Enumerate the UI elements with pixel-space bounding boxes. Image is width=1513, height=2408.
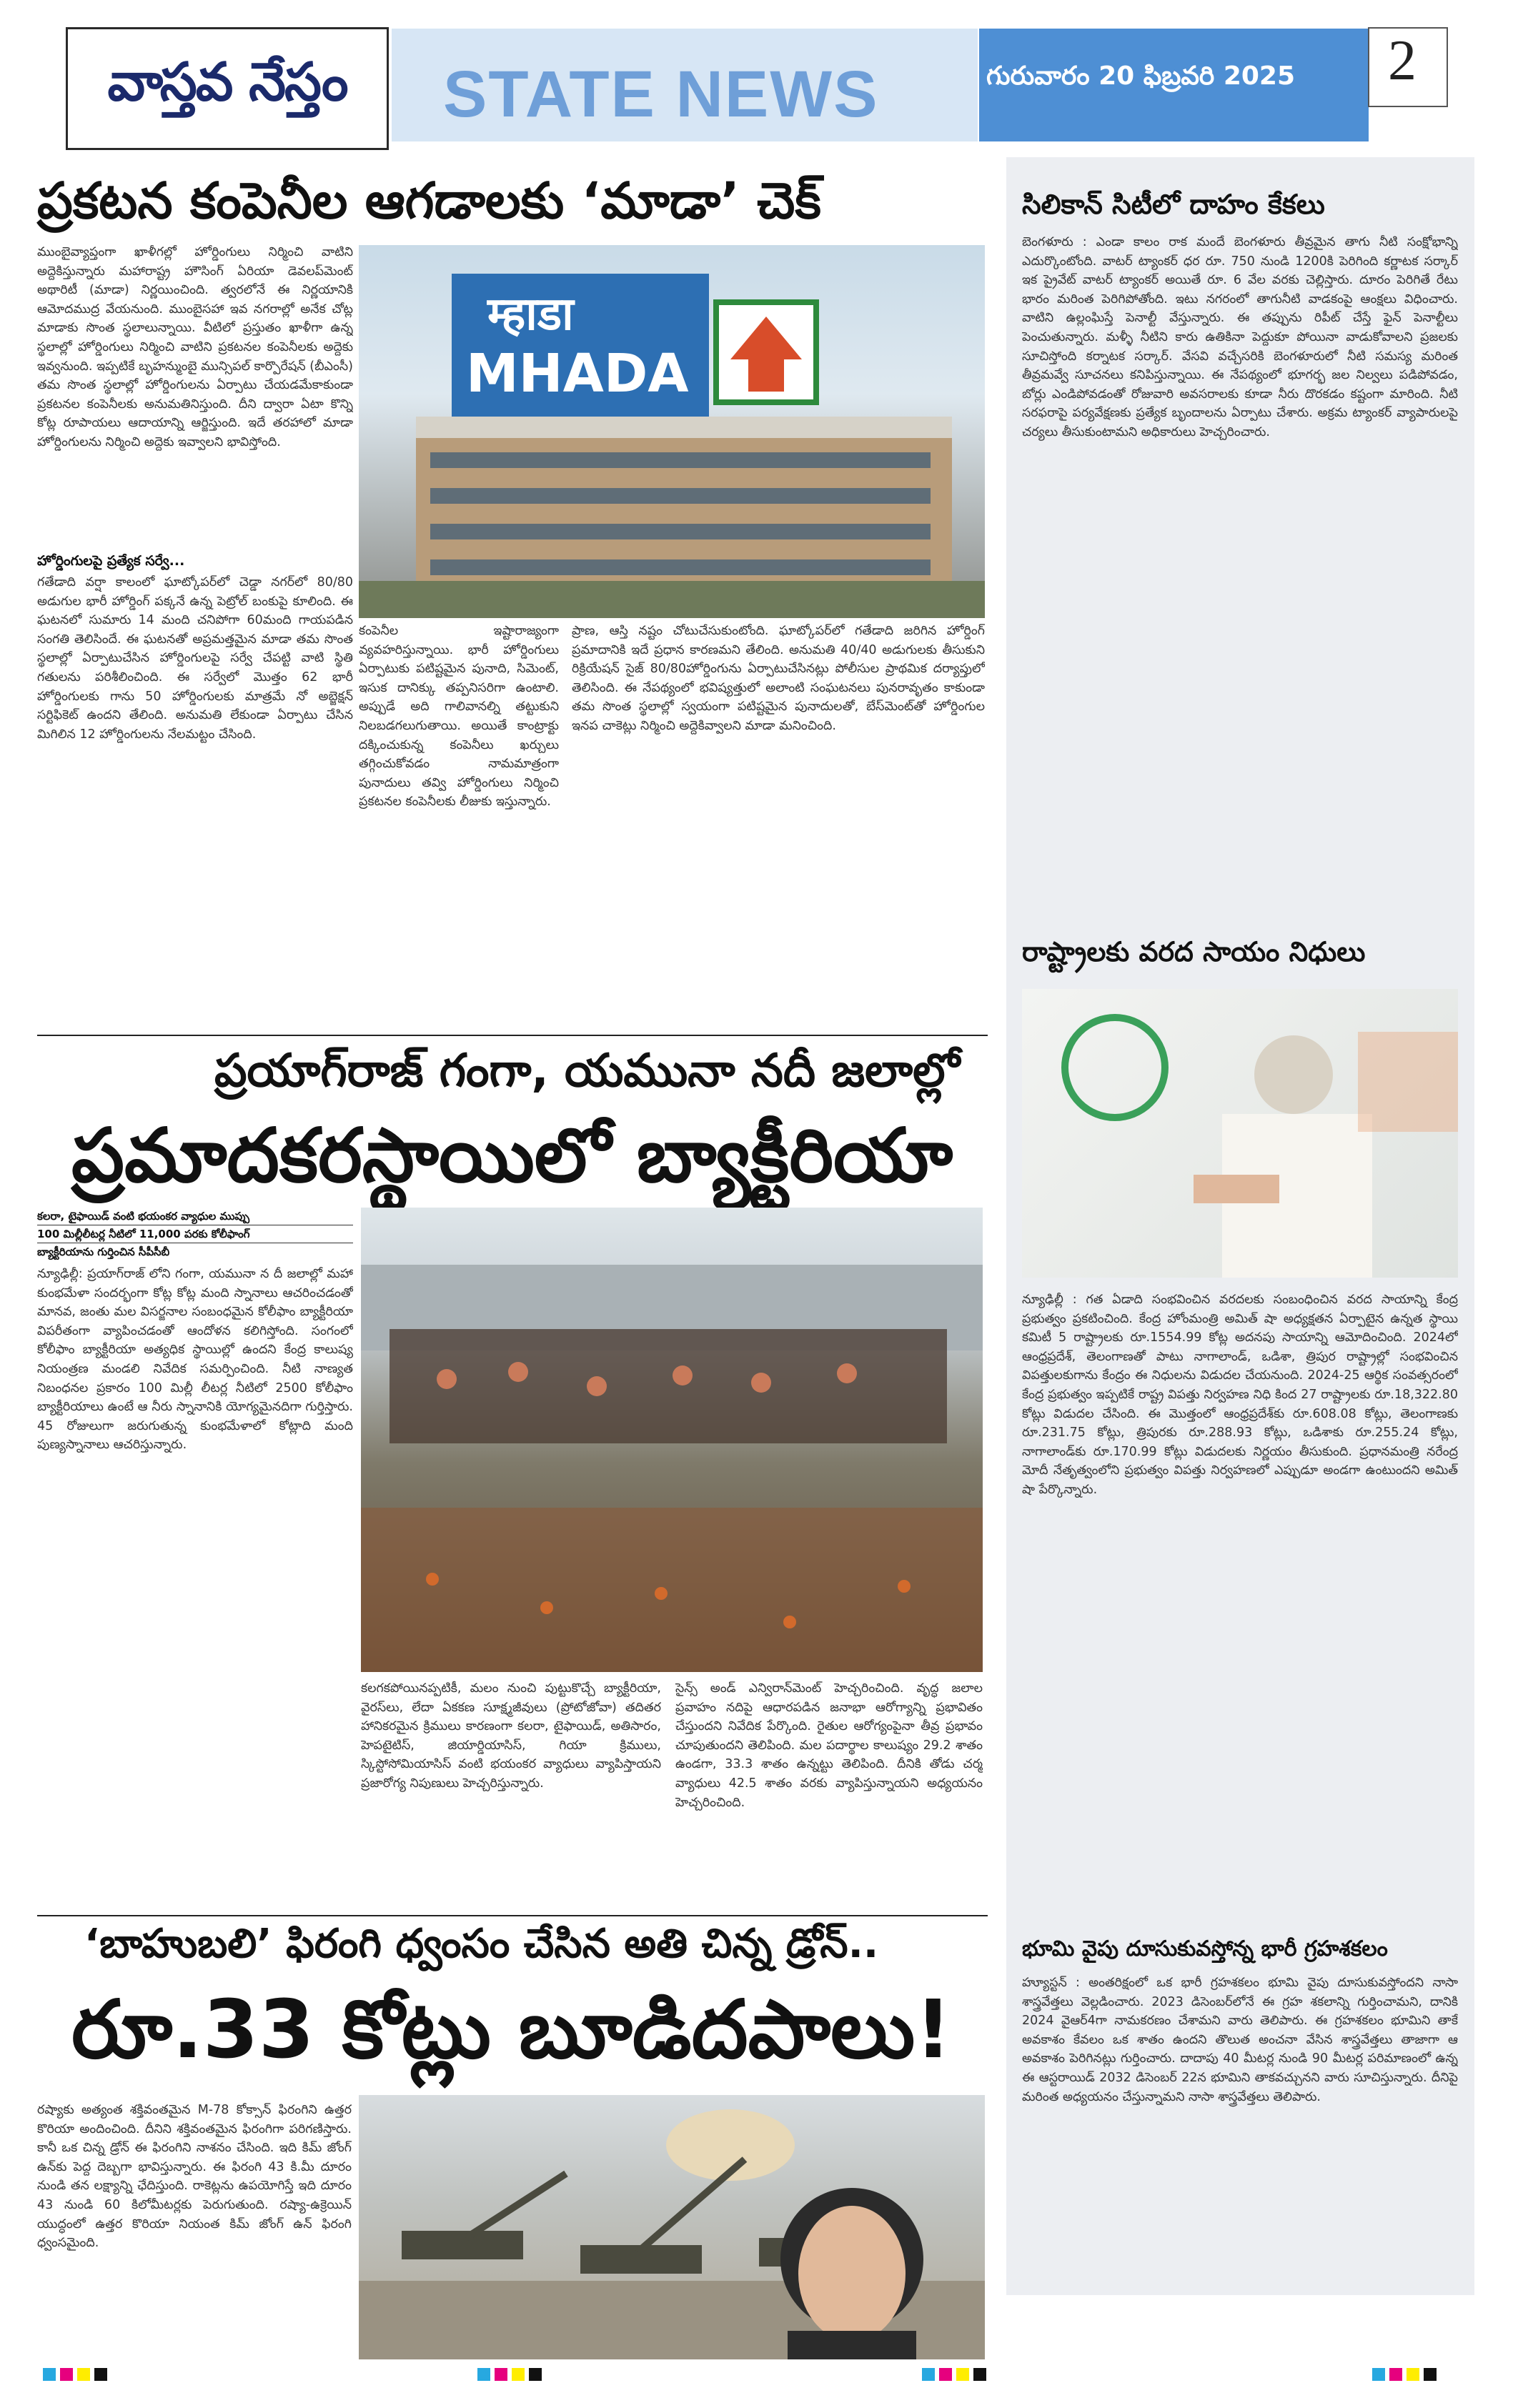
story2-col2: కలగకపోయినప్పటికీ, మలం నుంచి పుట్టుకొచ్చే బ్యాక్టీరియా, వైరస్‌లు, లేదా ఏకకణ సూక్ష్మజీవులు (ప్రోటోజోవా) తదితర హానికరమైన క్రిములు కారణంగా కలరా, టైఫాయిడ్, అతిసారం, హెపటైటిస్, జియార్డియాసిస్, గియా క్రిములు, స్కిస్టోసోమియాసిస్ వంటి భయంకర వ్యాధులు వ్యాపిస్తాయని ప్రజారోగ్య నిపుణులు హెచ్చరిస్తున్నారు. bbox=[361, 1681, 661, 1791]
story3-kicker: ‘బాహుబలి’ ఫిరంగి ధ్వంసం చేసిన అతి చిన్న డ్రోన్.. bbox=[84, 1921, 879, 1967]
sidebar-story3-text: హ్యూస్టన్ : అంతరిక్షంలో ఒక భారీ గ్రహశకలం భూమి వైపు దూసుకువస్తోందని నాసా శాస్త్రవేత్తలు వెల్లడించారు. 2023 డిసెంబర్‌లోనే ఈ గ్రహ శకలాన్ని గుర్తించామని, దానికి 2024 వైఆర్4గా నామకరణం చేశామని వారు తెలిపారు. ఈ గ్రహశకలం భూమిని తాకే అవకాశం కేవలం ఒక శాతం ఉందని తొలుత అంచనా వేసిన శాస్త్రవేత్తలు తాజాగా ఆ అవకాశం పెరిగినట్లు గుర్తించారు. దాదాపు 40 మీటర్ల నుండి 90 మీటర్ల పరిమాణంలో ఉన్న ఈ ఆస్టరాయిడ్ 2032 డిసెంబర్ 22న భూమిని తాకవచ్చునని వారు సూచిస్తున్నారు. దీనిపై మరింత అధ్యయనం చేస్తున్నామని నాసా శాస్త్రవేత్తలు తెలిపారు. bbox=[1022, 1976, 1458, 2104]
amit-shah-photo bbox=[1022, 989, 1458, 1278]
logo-text: వాస్తవ నేస్తం bbox=[107, 51, 347, 113]
story2-col3: సైన్స్ అండ్ ఎన్విరాన్‌మెంట్ హెచ్చరించింది. వృద్ధ జలాల ప్రవాహం నదిపై ఆధారపడిన జనాభా ఆరోగ్యాన్ని ప్రభావితం చేస్తుందని నివేదిక పేర్కొంది. రైతుల ఆరోగ్యంపైనా తీవ్ర ప్రభావం చూపుతుందని తెలిపింది. మల పదార్థాల కాలుష్యం 29.2 శాతం ఉండగా, 33.3 శాతం ఉన్నట్టు తెలిపింది. దీనికి తోడు చర్మ వ్యాధులు 42.5 శాతం వరకు వ్యాపిస్తున్నాయని అధ్యయనం హెచ్చరించింది. bbox=[675, 1681, 983, 1810]
sidebar-story2-text: న్యూఢిల్లీ : గత ఏడాది సంభవించిన వరదలకు సంబంధించిన వరద సాయాన్ని కేంద్ర ప్రభుత్వం ప్రకటించింది. కేంద్ర హోంమంత్రి అమిత్ షా అధ్యక్షతన ఏర్పాటైన ఉన్నత స్థాయి కమిటీ 5 రాష్ట్రాలకు రూ.1554.99 కోట్ల అదనపు సాయాన్ని ఆమోదించింది. 2024లో ఆంధ్రప్రదేశ్, తెలంగాణతో పాటు నాగాలాండ్, ఒడిశా, త్రిపుర రాష్ట్రాల్లో సంభవించిన విపత్తులకుగాను కేంద్రం ఈ నిధులను విడుదల చేయనుంది. 2024-25 ఆర్థిక సంవత్సరంలో కేంద్ర ప్రభుత్వం ఇప్పటికే రాష్ట్ర విపత్తు నిర్వహణ నిధి కింద 27 రాష్ట్రాలకు రూ.18,322.80 కోట్లు విడుదల చేసింది. ఈ మొత్తంలో ఆంధ్రప్రదేశ్‌కు రూ.608.08 కోట్లు, తెలంగాణకు రూ.231.75 కోట్లు, త్రిపురకు రూ.288.93 కోట్లు, ఒడిశాకు రూ.255.24 కోట్లు, నాగాలాండ్‌కు రూ.170.99 కోట్లు విడుదలకు నిర్ణయం తీసుకుంది. ప్రధానమంత్రి నరేంద్ర మోదీ నేతృత్వంలోని ప్రభుత్వం విపత్తు నిర్వహణలో ఎప్పుడూ అండగా ఉంటుందని అమిత్ షా పేర్కొన్నారు. bbox=[1022, 1293, 1458, 1497]
artillery-photo bbox=[359, 2095, 985, 2359]
story1-headline: ప్రకటన కంపెనీల ఆగడాలకు ‘మాడా’ చెక్ bbox=[37, 171, 821, 230]
story3-col1: రష్యాకు అత్యంత శక్తివంతమైన M-78 కోక్సాన్ ఫిరంగిని ఉత్తర కొరియా అందించింది. దీనిని శక్తివంతమైన ఫిరంగిగా పరిగణిస్తారు. కానీ ఒక చిన్న డ్రోన్ ఈ ఫిరంగిని నాశనం చేసింది. ఇది కిమ్ జోంగ్ ఉన్‌కు పెద్ద దెబ్బగా భావిస్తున్నారు. ఈ ఫిరంగి 43 కి.మీ దూరం నుండి తన లక్ష్యాన్ని ఛేదిస్తుంది. రాకెట్లను ఉపయోగిస్తే ఇది దూరం 43 నుండి 60 కిలోమీటర్లకు పెరుగుతుంది. రష్యా-ఉక్రెయిన్ యుద్ధంలో ఉత్తర కొరియా నియంత కిమ్ జోంగ్ ఉన్ ఫిరంగి ధ్వంసమైంది. bbox=[37, 2103, 352, 2251]
section-title: STATE NEWS bbox=[443, 58, 879, 131]
color-bar-far-right bbox=[1372, 2368, 1437, 2381]
story1-col1: ముంబైవ్యాప్తంగా ఖాళీగల్లో హోర్డింగులు నిర్మించి వాటిని అద్దెకిస్తున్నారు మహారాష్ట్ర హౌసింగ్ ఏరియా డెవలప్‌మెంట్ అథారిటీ (మాడా) నిర్ణయించింది. త్వరలోనే ఈ నిర్ణయానికి ఆమోదముద్ర వేయనుంది. ముంబైసహా ఇవ నగరాల్లో అనేక చోట్ల మాడాకు సొంత స్థలాలున్నాయి. వీటిలో ప్రస్తుతం ఖాళీగా ఉన్న స్థలాల్లో హోర్డింగులు నిర్మించి వాటిని ప్రకటనల కంపెనీలకు అద్దెకు ఇవ్వనుంది. ఇప్పటికే బృహన్ముంబై మున్సిపల్ కార్పొరేషన్ (బీఎంసీ) తమ సొంత స్థలాల్లో హోర్డింగులను ఏర్పాటు చేయడమేకాకుండా ప్రకటనల కంపెనీలకు అనుమతినిస్తుంది. దీని ద్వారా ఏటా కొన్ని కోట్ల రూపాయలు ఆదాయాన్ని ఆర్జిస్తుంది. ఇదే తరహాలో మాడా హోర్డింగులను నిర్మించి అద్దెకు ఇవ్వాలని భావిస్తోంది. bbox=[37, 245, 353, 449]
story2-headline: ప్రమాదకరస్థాయిలో బ్యాక్టీరియా bbox=[71, 1112, 953, 1199]
story2-summary bbox=[37, 1208, 353, 1260]
summary-line-3: బ్యాక్టీరియాను గుర్తించిన సీపీసీబీ bbox=[37, 1245, 170, 1258]
story2-col1: న్యూఢిల్లీ: ప్రయాగ్‌రాజ్ లోని గంగా, యమునా న దీ జలాల్లో మహా కుంభమేళా సందర్భంగా కోట్ల కోట్ల మంది స్నానాలు ఆచరించడంతో మానవ, జంతు మల విసర్జనాల సంబంధమైన కోలీఫాం బ్యాక్టీరియా విపరీతంగా వ్యాపించడంతో ఆందోళన కలిగిస్తోంది. సంగంలో కోలీఫాం బ్యాక్టీరియా అత్యధిక స్థాయిల్లో ఉందని కేంద్ర కాలుష్య నియంత్రణ మండలి నివేదిక సమర్పించింది. నీటి నాణ్యత నిబంధనల ప్రకారం 100 మిల్లీ లీటర్ల నీటిలో 2500 కోలీఫాం బ్యాక్టీరియాలు ఉంటే ఆ నీరు స్నానానికి యోగ్యమైనదిగా గుర్తిస్తారు. 45 రోజులుగా జరుగుతున్న కుంభమేళాలో కోట్లాది మంది పుణ్యస్నానాలు ఆచరిస్తున్నారు. bbox=[37, 1267, 353, 1453]
mhada-building-photo bbox=[359, 245, 985, 618]
logo bbox=[66, 27, 389, 150]
story1-subhead: హోర్డింగులపై ప్రత్యేక సర్వే... bbox=[37, 553, 185, 569]
summary-line-2: 100 మిల్లీలీటర్ల నీటిలో 11,000 పరకు కోలీఫాంగ్ bbox=[37, 1225, 353, 1243]
photo-sign-hindi: म्हाडा bbox=[487, 288, 574, 341]
story3-headline: రూ.33 కోట్లు బూడిదపాలు! bbox=[71, 1984, 952, 2076]
photo-sign-english: MHADA bbox=[466, 343, 689, 404]
color-bar-left bbox=[43, 2368, 107, 2381]
summary-line-1: కలరా, టైఫాయిడ్ వంటి భయంకర వ్యాధుల ముప్పు bbox=[37, 1210, 250, 1223]
divider bbox=[37, 1035, 988, 1036]
color-bar-right bbox=[922, 2368, 986, 2381]
story1-col3: ప్రాణ, ఆస్తి నష్టం చోటుచేసుకుంటోంది. ఘాట్కోపర్‌లో గతేడాది జరిగిన హోర్డింగ్ ప్రమాదానికి ఇదే ప్రధాన కారణమని తేలింది. అనుమతి 40/40 అడుగులకు తీసుకుని రిక్రియేషన్ సైజ్ 80/80హోర్డింగును ఏర్పాటుచేసినట్లు పోలీసుల ప్రాథమిక దర్యాప్తులో తెలిసింది. ఈ నేపథ్యంలో భవిష్యత్తులో అలాంటి సంఘటనలు పునరావృతం కాకుండా తమ సొంత స్థలాల్లో స్వయంగా పటిష్టమైన పునాదులతో, బేస్‌మెంట్‌తో హోర్డింగుల ఇనప చాకెట్లు నిర్మించి అద్దెకివ్వాలని మాడా మనించింది. bbox=[572, 624, 985, 733]
divider bbox=[37, 1915, 988, 1916]
sidebar-story1-headline: సిలికాన్ సిటీలో దాహం కేకలు bbox=[1022, 189, 1325, 220]
kumbh-river-photo bbox=[361, 1208, 983, 1672]
story1-col2: కంపెనీల ఇష్టారాజ్యంగా వ్యవహరిస్తున్నాయి. భారీ హోర్డింగులు ఏర్పాటుకు పటిష్టమైన పునాది, సిమెంట్, ఇసుక దానిక్కు తప్పనిసరిగా ఉంటాలి. అప్పుడే అది గాలివానల్ని తట్టుకుని నిలబడగలుగుతాయి. అయితే కాంట్రాక్టు దక్కించుకున్న కంపెనీలు ఖర్చులు తగ్గించుకోవడం నామమాత్రంగా పునాదులు తవ్వి హోర్డింగులు నిర్మించి ప్రకటనల కంపెనీలకు లీజుకు ఇస్తున్నారు. bbox=[359, 624, 559, 810]
page-number: 2 bbox=[1388, 29, 1417, 92]
sidebar-story1-text: బెంగళూరు : ఎండా కాలం రాక మందే బెంగళూరు తీవ్రమైన తాగు నీటి సంక్షోభాన్ని ఎదుర్కొంటోంది. వాటర్ ట్యాంకర్ ధర రూ. 750 నుండి 1200కి పెరిగింది కర్ణాటక సర్కార్ ఇక ప్రైవేట్ వాటర్ ట్యాంకర్ అయితే రూ. 6 వేల వరకు చెల్లిస్తారు. దూరం పెరిగితే రేటు భారం మరింత పెరిగిపోతోంది. ఇటు నగరంలో తాగునీటి వాడకంపై ఆంక్షలు విధించారు. వాటిని ఉల్లంఘిస్తే పెనాల్టీ వేస్తున్నారు. ఈ తప్పును రిపీట్ చేస్తే ఫైన్ పెనాల్టీలు పెంచుతున్నారు. మళ్ళీ నీటిని కారు ఉతికినా పెద్దుకూ పోయినా వాడుకోవాలని ప్రజలకు సూచిస్తోంది కర్నాటక సర్కార్. వేసవి వచ్చేసరికి బెంగళూరులో నీటి సమస్య మరింత తీవ్రమవ్వే సూచనలు కనిపిస్తున్నాయి. ఈ నేపథ్యంలో భూగర్భ జల నిల్వలు పడిపోవడం, బోర్లు ఎండిపోవడంతో రోజువారి అవసరాలకు కూడా నీరు దొరకడం కష్టంగా మారింది. నీటి సరఫరాపై పర్యవేక్షణకు ప్రత్యేక బృందాలను ఏర్పాటు చేశారు. అక్రమ ట్యాంకర్ వ్యాపారులపై చర్యలు తీసుకుంటామని అధికారులు హెచ్చరించారు. bbox=[1022, 235, 1458, 439]
color-bar-center bbox=[477, 2368, 542, 2381]
sidebar-story3-headline: భూమి వైపు దూసుకువస్తోన్న భారీ గ్రహశకలం bbox=[1022, 1936, 1388, 1961]
story1-col1b: గతేడాది వర్షా కాలంలో ఘాట్కోపర్‌లో చెడ్డా నగర్‌లో 80/80 అడుగుల భారీ హోర్డింగ్ పక్కనే ఉన్న పెట్రోల్ బంకుపై కూలింది. ఈ ఘటనలో సుమారు 14 మంది చనిపోగా 60మంది గాయపడిన సంగతి తెలిసిందే. ఈ ఘటనతో అప్రమత్తమైన మాడా తమ సొంత స్థలాల్లో ఏర్పాటుచేసిన హోర్డింగులపై సర్వే చేపట్టి వాటి స్థితి గతులను పరిశీలించింది. ఈ సర్వేలో మొత్తం 62 భారీ హోర్డింగులకు గాను 50 హోర్డింగులకు మాత్రమే నో అబ్జెక్షన్ సర్టిఫికెట్ ఉందని తేలింది. అనుమతి లేకుండా ఏర్పాటు చేసిన మిగిలిన 12 హోర్డింగులను నేలమట్టం చేసింది. bbox=[37, 575, 353, 742]
sidebar-story2-headline: రాష్ట్రాలకు వరద సాయం నిధులు bbox=[1022, 936, 1366, 967]
issue-date: గురువారం 20 ఫిబ్రవరి 2025 bbox=[986, 61, 1296, 91]
story2-kicker: ప్రయాగ్‌రాజ్ గంగా, యమునా నదీ జలాల్లో bbox=[214, 1045, 960, 1098]
